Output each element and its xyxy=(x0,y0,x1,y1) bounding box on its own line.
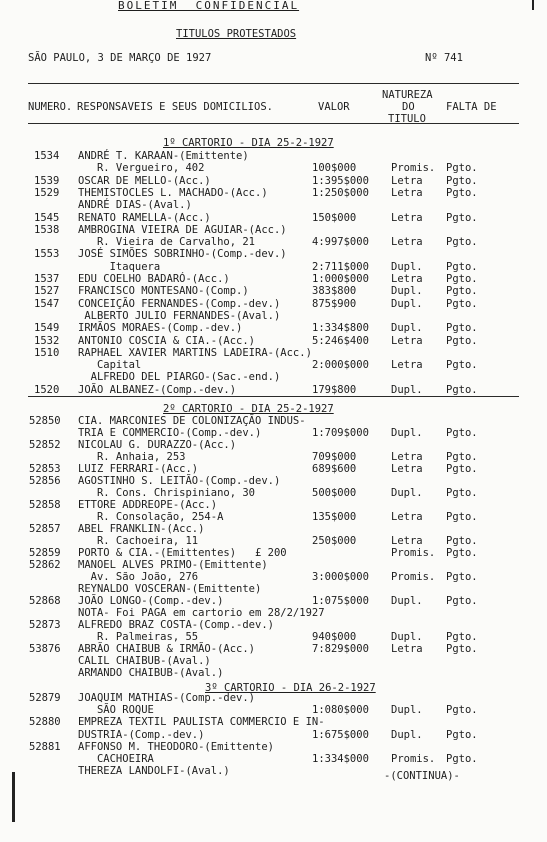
row-number: 52868 xyxy=(29,595,61,607)
row-valor: 500$000 xyxy=(312,487,357,499)
row-responsavel: JOÃO ALBANEZ-(Comp.-dev.) xyxy=(78,383,237,396)
row-number: 52856 xyxy=(29,475,61,487)
col-valor: VALOR xyxy=(318,101,350,113)
row-falta: Pgto. xyxy=(446,297,478,310)
row-natureza: Promis. xyxy=(391,753,436,765)
row-responsavel: ALFREDO BRAZ COSTA-(Comp.-dev.) xyxy=(78,619,274,631)
col-falta: FALTA DE xyxy=(446,101,497,113)
row-valor: 875$900 xyxy=(312,297,357,310)
row-responsavel: JOAQUIM MATHIAS-(Comp.-dev.) xyxy=(78,692,256,704)
row-responsavel: THEMISTOCLES L. MACHADO-(Acc.) xyxy=(78,186,268,199)
row-valor: 7:829$000 xyxy=(312,643,369,655)
row-responsavel: JOÃO LONGO-(Comp.-dev.) xyxy=(78,595,224,607)
row-responsavel: R. Palmeiras, 55 xyxy=(78,631,199,643)
col-numero: NUMERO. xyxy=(28,101,73,113)
row-responsavel: ALBERTO JULIO FERNANDES-(Aval.) xyxy=(78,309,281,322)
row-number: 1534 xyxy=(34,150,60,162)
row-responsavel: RENATO RAMELLA-(Acc.) xyxy=(78,211,211,224)
row-number: 52857 xyxy=(29,523,61,535)
row-responsavel: EDU COELHO BADARÓ-(Acc.) xyxy=(78,273,230,285)
col-natureza-3: TITULO xyxy=(388,113,426,125)
row-valor: 1:334$800 xyxy=(312,322,369,335)
document-subtitle: TITULOS PROTESTADOS xyxy=(176,28,297,40)
row-natureza: Letra xyxy=(391,174,423,187)
row-valor: 1:080$000 xyxy=(312,704,369,717)
row-falta: Pgto. xyxy=(446,753,478,765)
row-falta: Pgto. xyxy=(446,535,478,547)
row-responsavel: Capital xyxy=(78,359,142,372)
row-natureza: Letra xyxy=(391,535,423,547)
document-title: BOLETIM CONFIDENCIAL xyxy=(118,0,300,12)
row-falta: Pgto. xyxy=(446,211,478,224)
bulletin-number: Nº 741 xyxy=(425,52,463,64)
row-number: 52862 xyxy=(29,559,61,571)
row-responsavel: REYNALDO VOSCERAN-(Emittente) xyxy=(78,583,262,595)
row-responsavel: NICOLAU G. DURAZZO-(Acc.) xyxy=(78,439,237,451)
row-number: 1549 xyxy=(34,322,60,335)
row-natureza: Letra xyxy=(391,273,423,285)
row-valor: 179$800 xyxy=(312,383,357,396)
section-2-heading: 2º CARTORIO - DIA 25-2-1927 xyxy=(163,403,334,415)
row-responsavel: FRANCISCO MONTESANO-(Comp.) xyxy=(78,285,249,298)
row-valor: 250$000 xyxy=(312,535,357,547)
row-responsavel: R. Vieira de Carvalho, 21 xyxy=(78,236,256,249)
row-number: 53876 xyxy=(29,643,61,655)
row-falta: Pgto. xyxy=(446,487,478,499)
row-responsavel: Av. São João, 276 xyxy=(78,571,199,583)
row-natureza: Letra xyxy=(391,643,423,655)
row-responsavel: ALFREDO DEL PIARGO-(Sac.-end.) xyxy=(78,371,281,384)
row-falta: Pgto. xyxy=(446,704,478,717)
row-natureza: Dupl. xyxy=(391,383,423,396)
col-responsaveis: RESPONSAVEIS E SEUS DOMICILIOS. xyxy=(77,101,273,113)
row-valor: 4:997$000 xyxy=(312,236,369,249)
row-falta: Pgto. xyxy=(446,547,478,559)
row-responsavel: R. Cons. Chrispiniano, 30 xyxy=(78,487,256,499)
row-natureza: Dupl. xyxy=(391,285,423,298)
row-natureza: Dupl. xyxy=(391,487,423,499)
row-responsavel: NOTA- Foi PAGA em cartorio em 28/2/1927 xyxy=(78,607,325,619)
row-falta: Pgto. xyxy=(446,511,478,523)
row-valor: 1:334$000 xyxy=(312,753,369,765)
row-natureza: Letra xyxy=(391,236,423,249)
row-number: 52859 xyxy=(29,547,61,559)
row-responsavel: AGOSTINHO S. LEITÃO-(Comp.-dev.) xyxy=(78,475,281,487)
row-responsavel: IRMÃOS MORAES-(Comp.-dev.) xyxy=(78,322,243,335)
row-natureza: Dupl. xyxy=(391,631,423,643)
row-valor: 689$600 xyxy=(312,463,357,475)
row-responsavel: SÃO ROQUE xyxy=(78,704,154,717)
row-falta: Pgto. xyxy=(446,334,478,347)
row-valor: 5:246$400 xyxy=(312,334,369,347)
row-natureza: Dupl. xyxy=(391,427,423,439)
row-valor: 150$000 xyxy=(312,211,357,224)
row-falta: Pgto. xyxy=(446,571,478,583)
row-valor: 940$000 xyxy=(312,631,357,643)
row-responsavel: ARMANDO CHAIBUB-(Aval.) xyxy=(78,667,224,679)
row-number: 52879 xyxy=(29,692,61,704)
row-falta: Pgto. xyxy=(446,322,478,335)
row-valor: 1:675$000 xyxy=(312,728,369,741)
row-responsavel: EMPREZA TEXTIL PAULISTA COMMERCIO E IN- xyxy=(78,716,325,729)
row-valor: 100$000 xyxy=(312,162,357,175)
row-responsavel: THEREZA LANDOLFI-(Aval.) xyxy=(78,765,230,778)
row-natureza: Dupl. xyxy=(391,297,423,310)
row-number: 1532 xyxy=(34,334,60,347)
row-responsavel: JOSÉ SIMÕES SOBRINHO-(Comp.-dev.) xyxy=(78,248,287,261)
row-number: 1538 xyxy=(34,223,60,236)
row-responsavel: LUIZ FERRARI-(Acc.) xyxy=(78,463,199,475)
row-responsavel: R. Consolação, 254-A xyxy=(78,511,224,523)
row-responsavel: ABEL FRANKLIN-(Acc.) xyxy=(78,523,205,535)
row-number: 1510 xyxy=(34,346,60,359)
row-number: 52880 xyxy=(29,716,61,729)
left-margin-scan-mark xyxy=(12,772,15,822)
row-number: 52852 xyxy=(29,439,61,451)
row-falta: Pgto. xyxy=(446,186,478,199)
row-number: 1553 xyxy=(34,248,60,261)
row-valor: 1:395$000 xyxy=(312,174,369,187)
row-number: 1537 xyxy=(34,273,60,285)
row-falta: Pgto. xyxy=(446,427,478,439)
row-falta: Pgto. xyxy=(446,383,478,396)
row-natureza: Dupl. xyxy=(391,322,423,335)
row-valor: 2:711$000 xyxy=(312,260,369,273)
row-falta: Pgto. xyxy=(446,260,478,273)
row-valor: 3:000$000 xyxy=(312,571,369,583)
row-natureza: Dupl. xyxy=(391,704,423,717)
col-natureza-1: NATUREZA xyxy=(382,89,433,101)
row-responsavel: CIA. MARCONIES DE COLONIZAÇÃO INDUS- xyxy=(78,415,306,427)
row-falta: Pgto. xyxy=(446,162,478,175)
row-responsavel: RAPHAEL XAVIER MARTINS LADEIRA-(Acc.) xyxy=(78,346,312,359)
row-falta: Pgto. xyxy=(446,359,478,372)
row-number: 52873 xyxy=(29,619,61,631)
row-valor: 709$000 xyxy=(312,451,357,463)
row-responsavel: DUSTRIA-(Comp.-dev.) xyxy=(78,728,205,741)
row-falta: Pgto. xyxy=(446,174,478,187)
row-natureza: Dupl. xyxy=(391,728,423,741)
row-natureza: Dupl. xyxy=(391,260,423,273)
row-number: 1527 xyxy=(34,285,60,298)
right-margin-scan-mark xyxy=(532,0,534,10)
section-3-heading: 3º CARTORIO - DIA 26-2-1927 xyxy=(205,682,376,694)
row-responsavel: ABRÃO CHAIBUB & IRMÃO-(Acc.) xyxy=(78,643,256,655)
row-number: 52881 xyxy=(29,740,61,753)
row-responsavel: R. Cachoeira, 11 xyxy=(78,535,199,547)
row-responsavel: R. Vergueiro, 402 xyxy=(78,162,205,175)
col-natureza-2: DO xyxy=(402,101,415,113)
row-responsavel: TRIA E COMMERCIO-(Comp.-dev.) xyxy=(78,427,262,439)
row-number: 52850 xyxy=(29,415,61,427)
row-falta: Pgto. xyxy=(446,285,478,298)
row-natureza: Promis. xyxy=(391,547,436,559)
date-line: SÃO PAULO, 3 DE MARÇO DE 1927 xyxy=(28,52,212,64)
row-responsavel: AFFONSO M. THEODORO-(Emittente) xyxy=(78,740,274,753)
row-natureza: Letra xyxy=(391,451,423,463)
row-number: 52858 xyxy=(29,499,61,511)
row-responsavel: AMBROGINA VIEIRA DE AGUIAR-(Acc.) xyxy=(78,223,287,236)
row-responsavel: CACHOEIRA xyxy=(78,753,154,765)
row-valor: 1:075$000 xyxy=(312,595,369,607)
row-falta: Pgto. xyxy=(446,631,478,643)
row-falta: Pgto. xyxy=(446,236,478,249)
row-valor: 135$000 xyxy=(312,511,357,523)
row-responsavel: CONCEIÇÃO FERNANDES-(Comp.-dev.) xyxy=(78,297,281,310)
row-responsavel: ETTORE ADDREOPE-(Acc.) xyxy=(78,499,218,511)
row-natureza: Letra xyxy=(391,463,423,475)
row-valor: 1:250$000 xyxy=(312,186,369,199)
row-valor: 383$800 xyxy=(312,285,357,298)
row-responsavel: ANTONIO COSCIA & CIA.-(Acc.) xyxy=(78,334,256,347)
section-1-divider xyxy=(28,396,519,397)
row-falta: Pgto. xyxy=(446,273,478,285)
row-valor: 1:000$000 xyxy=(312,273,369,285)
section-1-heading: 1º CARTORIO - DIA 25-2-1927 xyxy=(163,137,334,149)
row-responsavel: PORTO & CIA.-(Emittentes) £ 200 xyxy=(78,547,287,559)
row-responsavel: R. Anhaia, 253 xyxy=(78,451,186,463)
row-responsavel: MANOEL ALVES PRIMO-(Emittente) xyxy=(78,559,268,571)
row-natureza: Letra xyxy=(391,211,423,224)
row-responsavel: OSCAR DE MELLO-(Acc.) xyxy=(78,174,211,187)
header-bottom-rule xyxy=(28,123,519,124)
row-falta: Pgto. xyxy=(446,643,478,655)
row-number: 1520 xyxy=(34,383,60,396)
row-number: 1529 xyxy=(34,186,60,199)
row-number: 1539 xyxy=(34,174,60,187)
row-natureza: Letra xyxy=(391,359,423,372)
continua-footer: -(CONTINUA)- xyxy=(384,770,460,782)
row-number: 52853 xyxy=(29,463,61,475)
row-falta: Pgto. xyxy=(446,595,478,607)
row-valor: 1:709$000 xyxy=(312,427,369,439)
row-natureza: Letra xyxy=(391,334,423,347)
row-natureza: Dupl. xyxy=(391,595,423,607)
header-top-rule xyxy=(28,83,519,84)
row-responsavel: Itaquera xyxy=(78,260,161,273)
row-falta: Pgto. xyxy=(446,463,478,475)
row-falta: Pgto. xyxy=(446,728,478,741)
row-responsavel: ANDRÉ T. KARAAN-(Emittente) xyxy=(78,150,249,162)
row-falta: Pgto. xyxy=(446,451,478,463)
row-responsavel: ANDRÉ DIAS-(Aval.) xyxy=(78,199,192,212)
row-number: 1547 xyxy=(34,297,60,310)
row-responsavel: CALIL CHAIBUB-(Aval.) xyxy=(78,655,211,667)
row-natureza: Letra xyxy=(391,186,423,199)
row-valor: 2:000$000 xyxy=(312,359,369,372)
row-natureza: Promis. xyxy=(391,571,436,583)
row-number: 1545 xyxy=(34,211,60,224)
row-natureza: Letra xyxy=(391,511,423,523)
row-natureza: Promis. xyxy=(391,162,436,175)
